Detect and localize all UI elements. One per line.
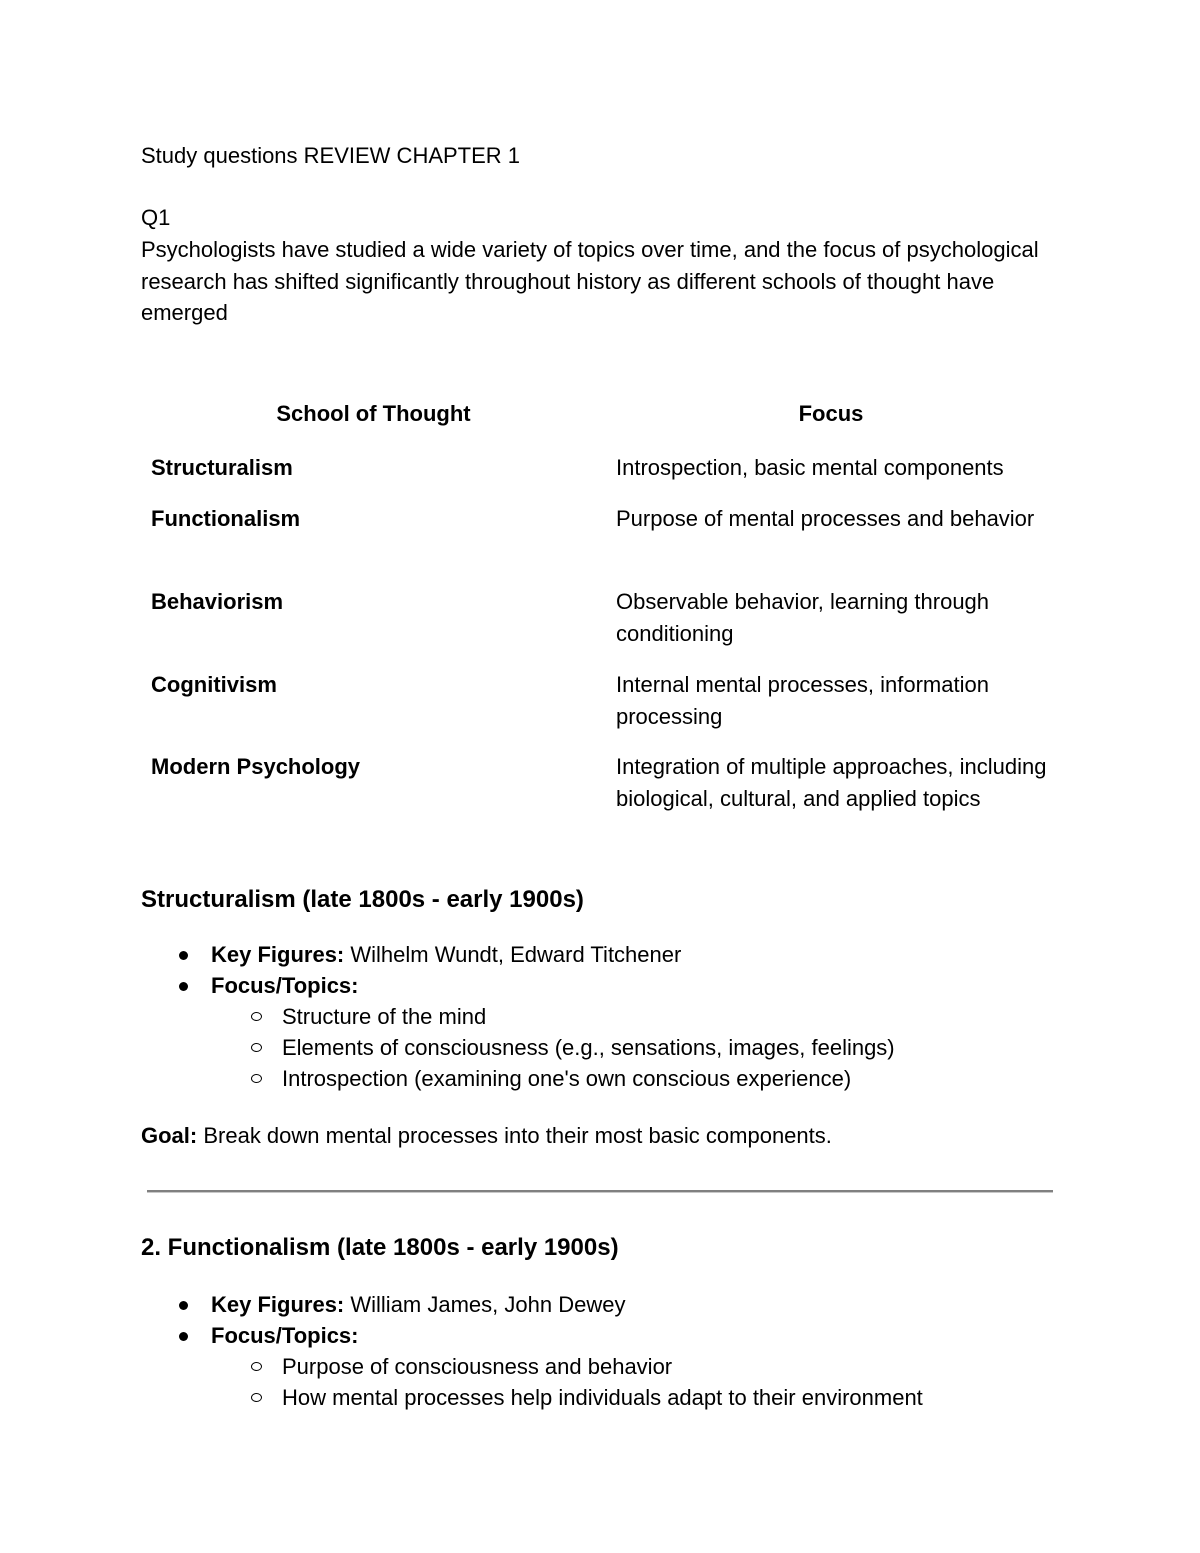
bullet-icon	[179, 982, 188, 991]
key-figures-label: Key Figures:	[211, 942, 345, 967]
list-item	[141, 1001, 895, 1032]
section-heading-functionalism: 2. Functionalism (late 1800s - early 1900s)	[141, 1234, 619, 1261]
list-item	[141, 1063, 895, 1094]
table-cell-school: Structuralism	[151, 455, 293, 480]
table-cell-focus: Internal mental processes, information processing	[616, 672, 989, 729]
table-cell-school: Modern Psychology	[151, 754, 361, 779]
document-title: Study questions REVIEW CHAPTER 1	[141, 143, 521, 168]
list-item	[141, 970, 895, 1001]
list-item	[141, 1289, 923, 1320]
section-heading-structuralism: Structuralism (late 1800s - early 1900s)	[141, 886, 584, 913]
table-cell-focus: Introspection, basic mental components	[616, 455, 1004, 480]
list-item	[141, 1382, 923, 1413]
list-item	[141, 1320, 923, 1351]
topic-text: Purpose of consciousness and behavior	[282, 1354, 673, 1379]
table-cell-school: Functionalism	[151, 506, 301, 531]
table-cell-school: Behaviorism	[151, 589, 284, 614]
key-figures-label: Key Figures:	[211, 1292, 345, 1317]
key-figures-value: William James, John Dewey	[344, 1292, 626, 1317]
topic-text: Structure of the mind	[282, 1004, 487, 1029]
bullet-icon	[179, 1301, 188, 1310]
sub-list-container	[141, 1001, 895, 1094]
topic-text: Elements of consciousness (e.g., sensations, images, feelings)	[282, 1035, 895, 1060]
hollow-bullet-icon	[251, 1012, 262, 1021]
table-cell-focus: Purpose of mental processes and behavior	[616, 506, 1035, 531]
table-header-school: School of Thought	[276, 401, 471, 426]
topic-text: How mental processes help individuals adapt to their environment	[282, 1385, 923, 1410]
list-item	[141, 939, 895, 970]
list-item	[141, 1351, 923, 1382]
structuralism-bullet-list	[141, 939, 895, 1094]
goal-statement	[141, 1122, 832, 1150]
hollow-bullet-icon	[251, 1362, 262, 1371]
key-figures-value: Wilhelm Wundt, Edward Titchener	[344, 942, 682, 967]
question-label: Q1	[141, 205, 171, 230]
functionalism-bullet-list	[141, 1289, 923, 1413]
goal-label: Goal:	[141, 1123, 198, 1148]
sub-list-container	[141, 1351, 923, 1413]
topics-sub-list	[141, 1001, 895, 1094]
topics-sub-list	[141, 1351, 923, 1413]
bullet-icon	[179, 1332, 188, 1341]
horizontal-divider	[147, 1190, 1053, 1193]
hollow-bullet-icon	[251, 1393, 262, 1402]
goal-text: Break down mental processes into their most basic components.	[197, 1123, 832, 1148]
hollow-bullet-icon	[251, 1043, 262, 1052]
hollow-bullet-icon	[251, 1074, 262, 1083]
table-cell-school: Cognitivism	[151, 672, 277, 697]
table-header-focus: Focus	[798, 401, 864, 426]
table-cell-focus: Observable behavior, learning through conditioning	[616, 589, 990, 646]
topic-text: Introspection (examining one's own conscious experience)	[282, 1066, 852, 1091]
focus-topics-label: Focus/Topics:	[211, 973, 359, 998]
table-cell-focus: Integration of multiple approaches, including biological, cultural, and applied topics	[616, 754, 1047, 811]
bullet-icon	[179, 951, 188, 960]
list-item	[141, 1032, 895, 1063]
question-text: Psychologists have studied a wide variety of topics over time, and the focus of psychological research has shifted significantly throughout history as different schools of thought have emerged	[141, 237, 1039, 325]
focus-topics-label: Focus/Topics:	[211, 1323, 359, 1348]
